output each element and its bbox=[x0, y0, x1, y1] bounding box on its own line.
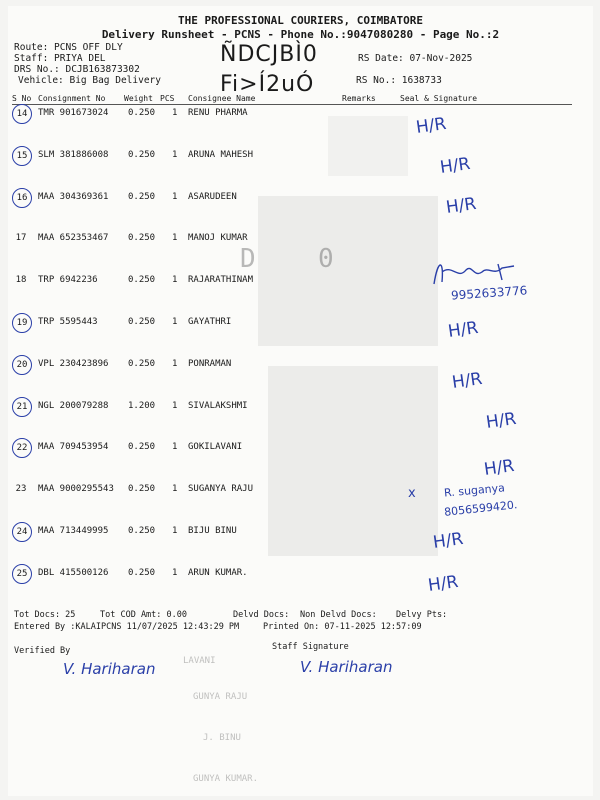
consignee-name: GAYATHRI bbox=[188, 317, 232, 327]
table-row bbox=[12, 524, 572, 564]
sno-cell: 23 bbox=[15, 484, 27, 495]
handwritten-hr-15: H/R bbox=[438, 153, 472, 179]
handwritten-hr-21: H/R bbox=[484, 408, 518, 434]
verified-signature: V. Hariharan bbox=[63, 660, 156, 678]
company-title: THE PROFESSIONAL COURIERS, COIMBATORE bbox=[177, 14, 424, 27]
col-weight: Weight bbox=[124, 94, 153, 103]
consignee-name: SUGANYA RAJU bbox=[188, 484, 254, 495]
weight-cell: 1.200 bbox=[128, 400, 156, 411]
weight-cell: 0.250 bbox=[128, 275, 156, 286]
ghost-text: GUNYA KUMAR. bbox=[193, 774, 259, 784]
total-cod-amount: Tot COD Amt: 0.00 bbox=[100, 610, 187, 620]
route-label: Route: PCNS OFF DLY bbox=[14, 42, 123, 53]
handwritten-phone-23: 8056599420. bbox=[443, 498, 518, 519]
pcs-cell: 1 bbox=[172, 567, 178, 578]
table-row bbox=[12, 148, 572, 188]
col-seal: Seal & Signature bbox=[400, 94, 478, 103]
col-remarks: Remarks bbox=[342, 94, 376, 103]
consignee-name: SIVALAKSHMI bbox=[188, 400, 248, 411]
weight-cell: 0.250 bbox=[128, 149, 156, 160]
consignment-number: MAA 709453954 bbox=[38, 442, 109, 453]
consignment-number: SLM 381886008 bbox=[38, 149, 109, 160]
non-delivered-docs: Non Delvd Docs: bbox=[300, 610, 377, 620]
pcs-cell: 1 bbox=[172, 400, 178, 411]
table-row bbox=[12, 357, 572, 397]
consignment-number: TRP 6942236 bbox=[38, 275, 98, 286]
staff-label: Staff: PRIYA DEL bbox=[14, 53, 106, 64]
consignment-number: MAA 713449995 bbox=[38, 526, 109, 536]
barcode-line-1: ÑDCJBÌ0 bbox=[220, 42, 318, 67]
col-sno: S No bbox=[12, 94, 32, 103]
ghost-text: LAVANI bbox=[183, 656, 216, 666]
sno-cell: 17 bbox=[15, 233, 27, 244]
table-row bbox=[12, 566, 572, 606]
sno-cell: 18 bbox=[15, 275, 27, 286]
weight-cell: 0.250 bbox=[128, 442, 156, 453]
pcs-cell: 1 bbox=[172, 317, 178, 327]
consignment-number: MAA 652353467 bbox=[38, 233, 109, 244]
handwritten-hr-25: H/R bbox=[426, 571, 460, 597]
pcs-cell: 1 bbox=[172, 149, 178, 160]
handwritten-hr-24: H/R bbox=[431, 528, 465, 554]
consignee-name: PONRAMAN bbox=[188, 358, 232, 369]
printed-on: Printed On: 07-11-2025 12:57:09 bbox=[263, 622, 422, 632]
runsheet-document bbox=[8, 6, 593, 796]
col-pcs: PCS bbox=[160, 94, 175, 103]
consignment-number: MAA 9000295543 bbox=[38, 484, 114, 495]
handwritten-hr-14: H/R bbox=[414, 113, 448, 139]
consignee-name: GOKILAVANI bbox=[188, 442, 243, 453]
handwritten-hr-19: H/R bbox=[446, 317, 480, 343]
pcs-cell: 1 bbox=[172, 358, 178, 369]
handwritten-hr-22: H/R bbox=[482, 455, 516, 481]
handwritten-cross-23: x bbox=[408, 486, 416, 501]
consignment-number: DBL 415500126 bbox=[38, 567, 109, 578]
runsheet-subtitle: Delivery Runsheet - PCNS - Phone No.:9047080280 - Page No.:2 bbox=[101, 28, 500, 41]
rs-date: RS Date: 07-Nov-2025 bbox=[358, 53, 473, 64]
weight-cell: 0.250 bbox=[128, 358, 156, 369]
drs-number: DRS No.: DCJB163873302 bbox=[14, 64, 140, 75]
ghost-text: J. BINU bbox=[203, 733, 241, 743]
delivered-docs: Delvd Docs: bbox=[233, 610, 290, 620]
sno-cell: 19 bbox=[12, 313, 32, 333]
pcs-cell: 1 bbox=[172, 233, 178, 244]
vehicle-label: Vehicle: Big Bag Delivery bbox=[18, 75, 161, 86]
sno-cell: 15 bbox=[12, 146, 32, 166]
consignment-number: TRP 5595443 bbox=[38, 317, 98, 327]
verified-by-label: Verified By bbox=[14, 646, 71, 656]
table-row bbox=[12, 190, 572, 230]
col-consignee: Consignee Name bbox=[188, 94, 256, 103]
consignee-name: ARUNA MAHESH bbox=[188, 149, 254, 160]
rs-number: RS No.: 1638733 bbox=[356, 75, 442, 86]
pcs-cell: 1 bbox=[172, 191, 178, 202]
weight-cell: 0.250 bbox=[128, 317, 156, 327]
sno-cell: 22 bbox=[12, 438, 32, 458]
consignment-number: TMR 901673024 bbox=[38, 108, 109, 118]
bleed-mark: D bbox=[240, 244, 256, 274]
weight-cell: 0.250 bbox=[128, 526, 156, 536]
total-docs: Tot Docs: 25 bbox=[14, 610, 76, 620]
weight-cell: 0.250 bbox=[128, 233, 156, 244]
table-row bbox=[12, 315, 572, 355]
sno-cell: 21 bbox=[12, 397, 32, 417]
pcs-cell: 1 bbox=[172, 526, 178, 536]
consignee-name: RENU PHARMA bbox=[188, 108, 248, 118]
staff-signature-label: Staff Signature bbox=[272, 642, 349, 652]
handwritten-phone-18: 9952633776 bbox=[450, 283, 528, 303]
weight-cell: 0.250 bbox=[128, 484, 156, 495]
sno-cell: 25 bbox=[12, 564, 32, 584]
pcs-cell: 1 bbox=[172, 442, 178, 453]
staff-signature: V. Hariharan bbox=[300, 658, 393, 676]
consignee-name: ASARUDEEN bbox=[188, 191, 237, 202]
handwritten-name-23: R. suganya bbox=[443, 481, 506, 500]
col-consignment: Consignment No bbox=[38, 94, 106, 103]
sno-cell: 16 bbox=[12, 188, 32, 208]
handwritten-hr-16: H/R bbox=[444, 193, 478, 219]
consignment-number: MAA 304369361 bbox=[38, 191, 109, 202]
handwritten-hr-20: H/R bbox=[450, 368, 484, 394]
ghost-text: GUNYA RAJU bbox=[193, 692, 248, 702]
weight-cell: 0.250 bbox=[128, 567, 156, 578]
sno-cell: 14 bbox=[12, 104, 32, 124]
barcode-line-2: Fi>Í2uÓ bbox=[220, 72, 315, 97]
pcs-cell: 1 bbox=[172, 275, 178, 286]
sno-cell: 24 bbox=[12, 522, 32, 542]
pcs-cell: 1 bbox=[172, 108, 178, 118]
consignee-name: RAJARATHINAM bbox=[188, 275, 254, 286]
pcs-cell: 1 bbox=[172, 484, 178, 495]
bleed-mark: 0 bbox=[318, 244, 334, 274]
sno-cell: 20 bbox=[12, 355, 32, 375]
consignee-name: ARUN KUMAR. bbox=[188, 567, 248, 578]
entered-by: Entered By :KALAIPCNS 11/07/2025 12:43:29 PM bbox=[14, 622, 240, 632]
consignment-number: NGL 200079288 bbox=[38, 400, 109, 411]
header-rule bbox=[12, 104, 572, 105]
weight-cell: 0.250 bbox=[128, 191, 156, 202]
consignment-number: VPL 230423896 bbox=[38, 358, 109, 369]
delivery-points: Delvy Pts: bbox=[396, 610, 448, 620]
table-row bbox=[12, 106, 572, 146]
consignee-name: BIJU BINU bbox=[188, 526, 237, 536]
consignee-name: MANOJ KUMAR bbox=[188, 233, 248, 244]
weight-cell: 0.250 bbox=[128, 108, 156, 118]
